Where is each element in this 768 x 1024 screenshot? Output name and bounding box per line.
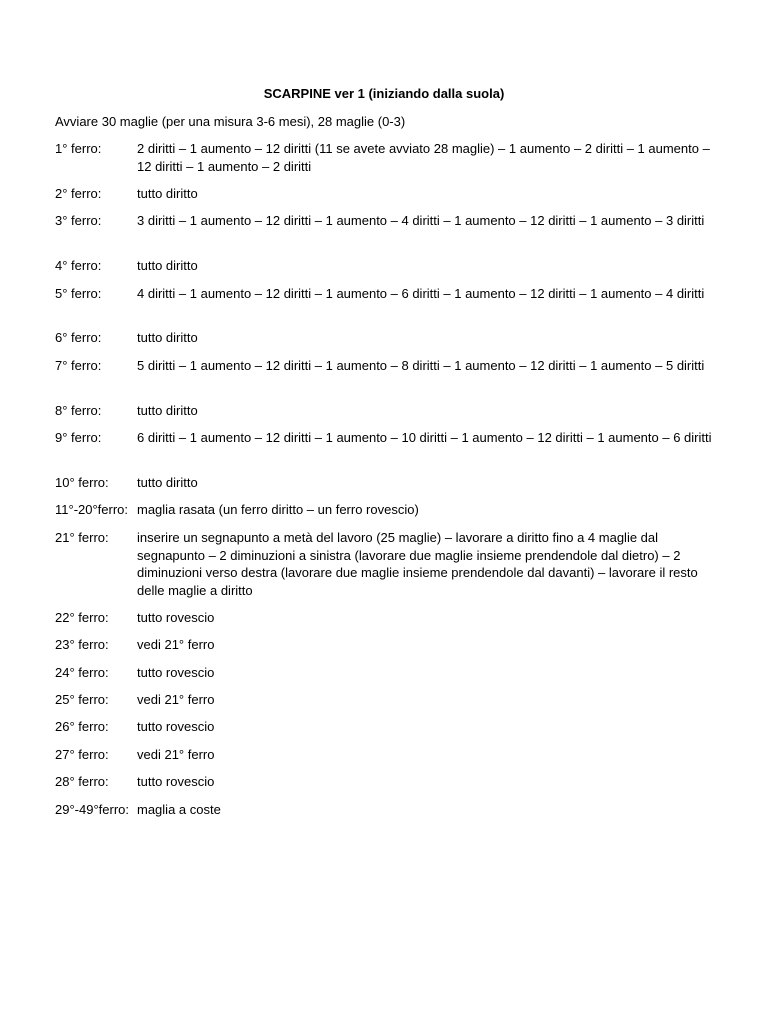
row-text: maglia rasata (un ferro diritto – un ferro rovescio) [137, 502, 419, 517]
list-item [55, 636, 725, 654]
row-text: 4 diritti – 1 aumento – 12 diritti – 1 aumento – 6 diritti – 1 aumento – 12 diritti – 1 aumento – 4 diritti [137, 286, 705, 301]
row-label: 3° ferro: [55, 213, 102, 228]
row-text: tutto diritto [137, 258, 198, 273]
row-text: tutto diritto [137, 403, 198, 418]
row-label: 26° ferro: [55, 719, 109, 734]
row-label: 23° ferro: [55, 637, 109, 652]
list-item [55, 801, 725, 819]
row-label: 24° ferro: [55, 665, 109, 680]
intro-paragraph: Avviare 30 maglie (per una misura 3-6 mesi), 28 maglie (0-3) [55, 114, 406, 129]
list-item [55, 501, 725, 519]
row-text: tutto diritto [137, 475, 198, 490]
row-label: 27° ferro: [55, 747, 109, 762]
list-item [55, 212, 725, 230]
list-item [55, 718, 725, 736]
row-label: 25° ferro: [55, 692, 109, 707]
row-text: tutto rovescio [137, 610, 215, 625]
document-title: SCARPINE ver 1 (iniziando dalla suola) [263, 86, 505, 101]
row-label: 2° ferro: [55, 186, 102, 201]
row-text: 3 diritti – 1 aumento – 12 diritti – 1 aumento – 4 diritti – 1 aumento – 12 diritti – 1 aumento – 3 diritti [137, 213, 705, 228]
row-label: 9° ferro: [55, 430, 102, 445]
row-text: tutto diritto [137, 330, 198, 345]
list-item [55, 474, 725, 492]
row-label: 5° ferro: [55, 286, 102, 301]
list-item [55, 664, 725, 682]
list-item [55, 140, 725, 175]
list-item [55, 609, 725, 627]
list-item [55, 257, 725, 275]
row-label: 11°-20°ferro: [55, 502, 129, 517]
row-label: 29°-49°ferro: [55, 802, 129, 817]
row-label: 28° ferro: [55, 774, 109, 789]
list-item [55, 529, 725, 599]
row-text: vedi 21° ferro [137, 637, 215, 652]
row-text: 2 diritti – 1 aumento – 12 diritti (11 se avete avviato 28 maglie) – 1 aumento – 2 diritti – 1 aumento – 12 diritti – 1 aumento – 2 diritti [137, 141, 710, 174]
row-text: inserire un segnapunto a metà del lavoro (25 maglie) – lavorare a diritto fino a 4 maglie dal segnapunto – 2 diminuzioni a sinistra (lavorare due maglie insieme prendendole dal dietro) – 2 diminuzioni verso destra (lavorare due maglie insieme prendendole dal davanti) – lavorare il resto delle maglie a diritto [137, 530, 698, 598]
list-item [55, 285, 725, 303]
row-label: 4° ferro: [55, 258, 102, 273]
row-text: tutto diritto [137, 186, 198, 201]
row-label: 8° ferro: [55, 403, 102, 418]
row-text: vedi 21° ferro [137, 692, 215, 707]
list-item [55, 329, 725, 347]
row-text: tutto rovescio [137, 665, 215, 680]
list-item [55, 185, 725, 203]
row-text: 5 diritti – 1 aumento – 12 diritti – 1 aumento – 8 diritti – 1 aumento – 12 diritti – 1 aumento – 5 diritti [137, 358, 705, 373]
row-text: vedi 21° ferro [137, 747, 215, 762]
list-item [55, 746, 725, 764]
row-label: 22° ferro: [55, 610, 109, 625]
row-text: tutto rovescio [137, 774, 215, 789]
row-text: tutto rovescio [137, 719, 215, 734]
row-label: 21° ferro: [55, 530, 109, 545]
list-item [55, 773, 725, 791]
row-label: 6° ferro: [55, 330, 102, 345]
list-item [55, 402, 725, 420]
list-item [55, 429, 725, 447]
row-label: 1° ferro: [55, 141, 102, 156]
row-text: maglia a coste [137, 802, 221, 817]
row-label: 10° ferro: [55, 475, 109, 490]
list-item [55, 691, 725, 709]
list-item [55, 357, 725, 375]
row-label: 7° ferro: [55, 358, 102, 373]
row-text: 6 diritti – 1 aumento – 12 diritti – 1 aumento – 10 diritti – 1 aumento – 12 diritti – 1 aumento – 6 diritti [137, 430, 712, 445]
